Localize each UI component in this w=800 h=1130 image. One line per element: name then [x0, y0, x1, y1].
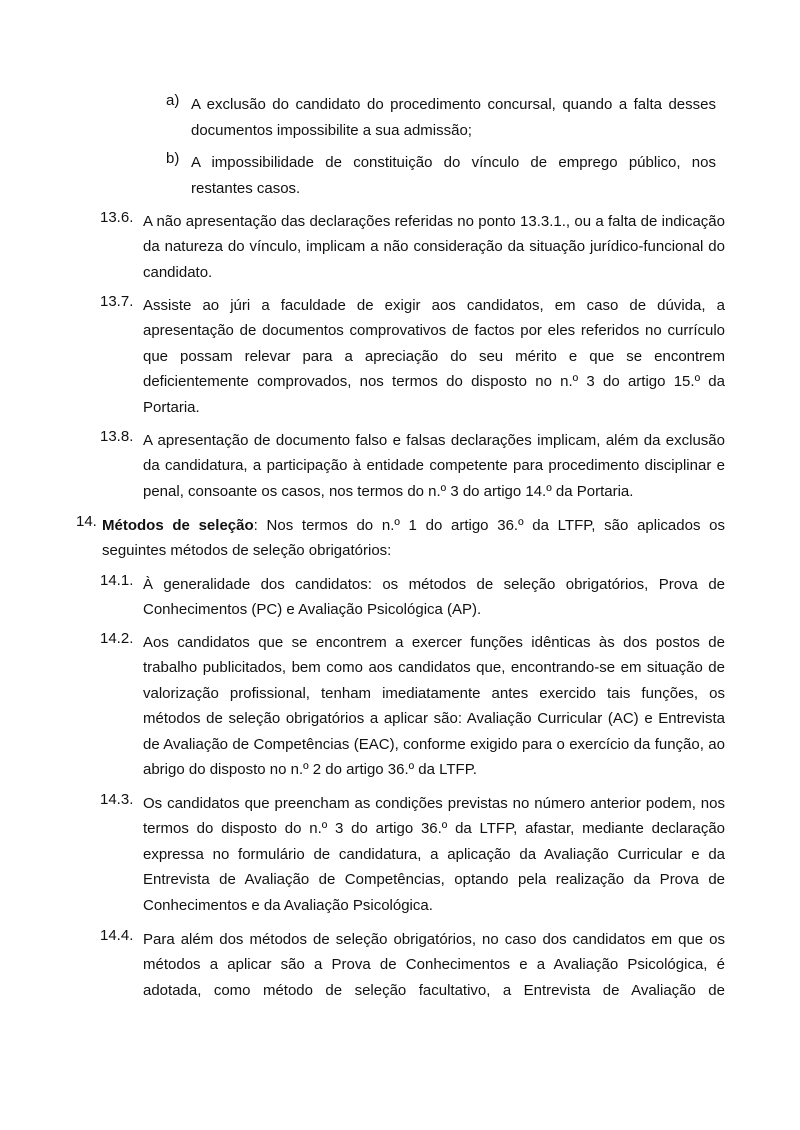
section-body: : Nos termos do n.º 1 do artigo 36.º da LTFP, são aplicados os seguintes métodos de seleção obrigatórios:	[102, 517, 726, 560]
section-13-6	[0, 209, 800, 287]
section-heading: Métodos de seleção	[102, 517, 254, 534]
section-14-4	[0, 927, 800, 1007]
list-item-a	[0, 92, 800, 144]
section-number: 14.4.	[100, 927, 134, 944]
item-number: a)	[166, 92, 180, 109]
section-13-7	[0, 293, 800, 421]
section-number: 13.6.	[100, 209, 134, 226]
section-14-3	[0, 791, 800, 921]
section-14-1	[0, 572, 800, 624]
list-item-b	[0, 150, 800, 202]
section-number: 13.7.	[100, 293, 134, 310]
section-number: 14.2.	[100, 630, 134, 647]
section-text: A não apresentação das declarações referidas no ponto 13.3.1., ou a falta de indicação da natureza do vínculo, implicam a não consideração da situação jurídico-funcional do candidato.	[143, 213, 725, 281]
section-text: Para além dos métodos de seleção obrigatórios, no caso dos candidatos em que os métodos a aplicar são a Prova de Conhecimentos e a Avaliação Psicológica, é adotada, como método de seleção facultativo, a Entrevista de Avaliação de	[143, 931, 725, 999]
section-text: Os candidatos que preencham as condições previstas no número anterior podem, nos termos do disposto do n.º 3 do artigo 36.º da LTFP, afastar, mediante declaração expressa no formulário de candidatura, a aplicação da Avaliação Curricular e da Entrevista de Avaliação de Competências, optando pela realização da Prova de Conhecimentos e da Avaliação Psicológica.	[143, 795, 725, 914]
section-text: À generalidade dos candidatos: os métodos de seleção obrigatórios, Prova de Conhecimentos (PC) e Avaliação Psicológica (AP).	[143, 576, 725, 619]
section-text	[102, 513, 725, 564]
item-text: A impossibilidade de constituição do vínculo de emprego público, nos restantes casos.	[191, 154, 716, 197]
section-number: 13.8.	[100, 428, 134, 445]
section-13-8	[0, 428, 800, 506]
section-14-2	[0, 630, 800, 785]
section-text: Assiste ao júri a faculdade de exigir aos candidatos, em caso de dúvida, a apresentação de documentos comprovativos de factos por eles referidos no currículo que possam relevar para a apreciação do seu mérito e que se encontrem deficientemente comprovados, nos termos do disposto no n.º 3 do artigo 15.º da Portaria.	[143, 297, 725, 416]
item-text: A exclusão do candidato do procedimento concursal, quando a falta desses documentos impossibilite a sua admissão;	[191, 96, 716, 139]
section-number: 14.1.	[100, 572, 134, 589]
item-number: b)	[166, 150, 180, 167]
section-text: Aos candidatos que se encontrem a exercer funções idênticas às dos postos de trabalho publicitados, bem como aos candidatos que, encontrando-se em situação de valorização profissional, tenham imediatamente antes exercido tais funções, os métodos de seleção obrigatórios a aplicar são: Avaliação Curricular (AC) e Entrevista de Avaliação de Competências (EAC), conforme exigido para o exercício da função, ao abrigo do disposto no n.º 2 do artigo 36.º da LTFP.	[143, 634, 725, 779]
section-text: A apresentação de documento falso e falsas declarações implicam, além da exclusão da candidatura, a participação à entidade competente para procedimento disciplinar e penal, consoante os casos, nos termos do n.º 3 do artigo 14.º da Portaria.	[143, 432, 725, 500]
section-14	[0, 513, 800, 565]
section-number: 14.3.	[100, 791, 134, 808]
section-number: 14.	[76, 513, 97, 530]
